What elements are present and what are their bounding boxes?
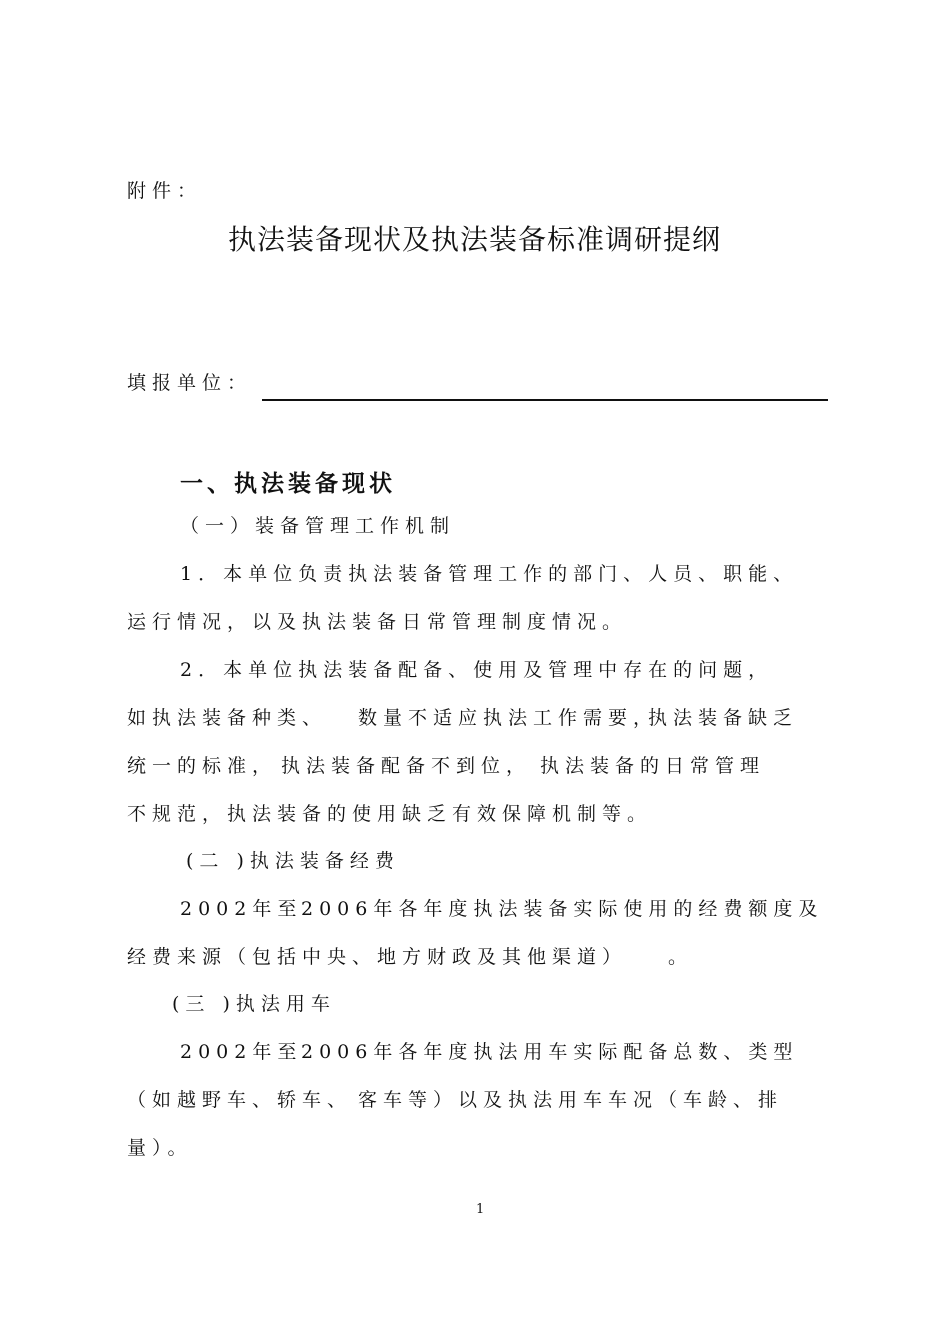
para2-line2c: 执法装备缺乏 xyxy=(648,707,799,729)
vehicles-line3: 量）。 xyxy=(127,1137,193,1159)
subheading-mechanism: （一）装备管理工作机制 xyxy=(180,515,456,537)
para1-line1: 1．本单位负责执法装备管理工作的部门、人员、职能、 xyxy=(180,563,799,585)
para1-line2: 运行情况，以及执法装备日常管理制度情况。 xyxy=(127,611,628,633)
unit-underline xyxy=(262,399,828,401)
page-number: 1 xyxy=(476,1202,485,1217)
vehicles-line2a: （如越野车、轿车、 xyxy=(127,1089,353,1111)
funding-line2a: 经费来源（包括中央、地方财政及其他渠道） xyxy=(127,946,628,968)
vehicles-line1a: 2002年至 xyxy=(180,1041,303,1063)
para2-line2a: 如执法装备种类、 xyxy=(127,707,328,729)
document-title: 执法装备现状及执法装备标准调研提纲 xyxy=(228,223,722,256)
para2-line2b: 数量不适应执法工作需要， xyxy=(358,707,659,729)
vehicles-line1b: 2006年各年度执法用车实际配备总数、类型 xyxy=(301,1041,799,1063)
funding-line1a: 2002年至 xyxy=(180,898,303,920)
para2-line3b: 执法装备配备不到位， xyxy=(281,755,532,777)
subheading-vehicles: (三 )执法用车 xyxy=(172,993,336,1015)
funding-line2b: 。 xyxy=(668,946,694,968)
unit-label: 填报单位： xyxy=(127,372,253,394)
para2-line4: 不规范，执法装备的使用缺乏有效保障机制等。 xyxy=(127,803,653,825)
subheading-funding: (二 )执法装备经费 xyxy=(186,850,400,872)
para2-line1: 2．本单位执法装备配备、使用及管理中存在的问题， xyxy=(180,659,774,681)
para2-line3a: 统一的标准， xyxy=(127,755,278,777)
funding-line1b: 2006年各年度执法装备实际使用的经费额度及 xyxy=(301,898,824,920)
para2-line3c: 执法装备的日常管理 xyxy=(540,755,766,777)
section-heading: 一、执法装备现状 xyxy=(180,471,396,497)
annex-label: 附件： xyxy=(127,180,203,202)
vehicles-line2b: 客车等）以及执法用车车况（车龄、排 xyxy=(358,1089,784,1111)
